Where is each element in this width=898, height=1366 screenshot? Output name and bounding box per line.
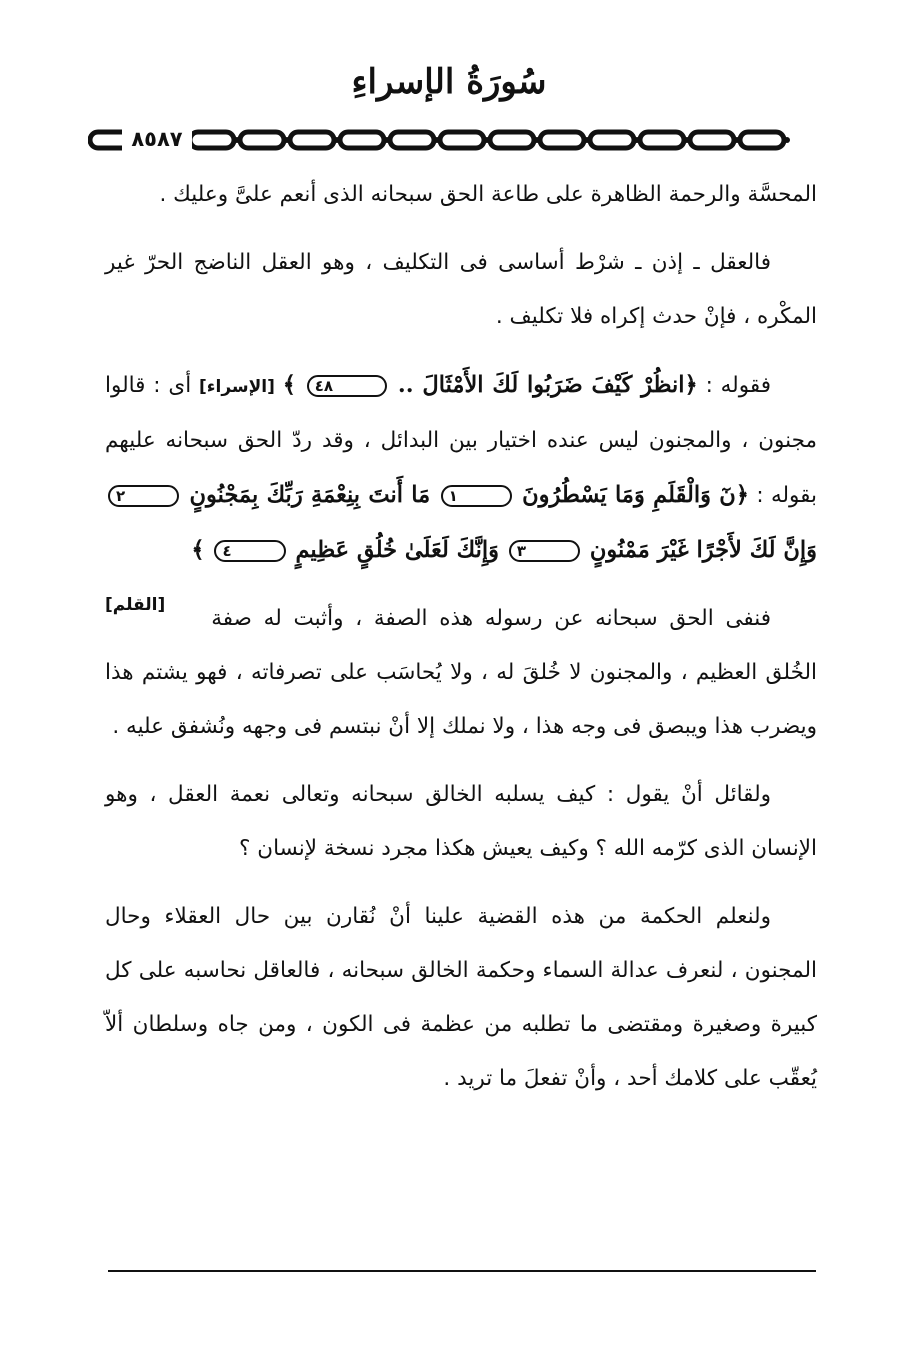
verse-qalam-1: ﴿نٓ وَالْقَلَمِ وَمَا يَسْطُرُونَ [522, 482, 749, 508]
chain-link [190, 132, 234, 148]
paragraph-2: فالعقل ـ إذن ـ شرْط أساسى فى التكليف ، وهو العقل الناضج الحرّ غير المكْره ، فإنْ حدث إكراه فلا تكليف . [105, 250, 817, 329]
chain-link [540, 132, 584, 148]
paragraph-5: ولقائل أنْ يقول : كيف يسلبه الخالق سبحانه وتعالى نعمة العقل ، وهو الإنسان الذى كرّمه الله ؟ وكيف يعيش هكذا مجرد نسخة لإنسان ؟ [105, 782, 817, 861]
verse-qalam-4: وَإِنَّكَ لَعَلَىٰ خُلُقٍ عَظِيمٍ [295, 537, 499, 563]
chain-link [690, 132, 734, 148]
paragraph-3 [105, 358, 817, 615]
ayah-number: ٢ [108, 485, 179, 507]
verse-reference: [القلم] [105, 595, 166, 615]
paragraph-4: فنفى الحق سبحانه عن رسوله هذه الصفة ، وأثبت له صفة الخُلق العظيم ، والمجنون لا خُلقَ له ، ولا يُحاسَب على تصرفاته ، فهو يشتم هذا ويضرب هذا ويبصق فى وجه هذا ، ولا نملك إلا أنْ نبتسم فى وجهه ونُشفق عليه . [105, 606, 817, 739]
footer-rule [108, 1270, 816, 1272]
verse-isra: ﴿انظُرْ كَيْفَ ضَرَبُوا لَكَ الأَمْثَالَ .. [397, 372, 698, 398]
verse-intro: فقوله : [705, 373, 771, 398]
page-number: ٨٥٨٧ [122, 124, 192, 154]
body-text [105, 168, 817, 1120]
chain-link [290, 132, 334, 148]
chain-link [640, 132, 684, 148]
sura-title: سُورَةُ الإسراءِ [351, 62, 547, 102]
verse-close: ﴾ [282, 372, 296, 398]
verse-close: ﴾ [191, 537, 205, 563]
ayah-number: ٣ [509, 540, 580, 562]
verse-qalam-3: وَإِنَّ لَكَ لأَجْرًا غَيْرَ مَمْنُونٍ [589, 537, 817, 563]
ornament-border [88, 122, 833, 158]
verse-qalam-2: مَا أَنتَ بِنِعْمَةِ رَبِّكَ بِمَجْنُونٍ [189, 482, 431, 508]
chain-link [590, 132, 634, 148]
paragraph-1: المحسَّة والرحمة الظاهرة على طاعة الحق سبحانه الذى أنعم علىَّ وعليك . [159, 182, 817, 207]
verse-reference: [الإسراء] [199, 377, 275, 397]
chain-link [390, 132, 434, 148]
verse-explanation: أى : قالوا مجنون ، والمجنون ليس عنده اختيار بين البدائل ، وقد ردّ الحق سبحانه عليهم بقوله : [105, 373, 817, 508]
chain-link [240, 132, 284, 148]
chain-link [740, 132, 784, 148]
ayah-number: ١ [441, 485, 512, 507]
ayah-number: ٤٨ [307, 375, 387, 397]
chain-link [490, 132, 534, 148]
paragraph-6: ولنعلم الحكمة من هذه القضية علينا أنْ نُقارن بين حال العقلاء وحال المجنون ، لنعرف عدالة السماء وحكمة الخالق سبحانه ، فالعاقل نحاسبه على كل كبيرة وصغيرة ومقتضى ما تطلبه من عظمة فى الكون ، ومن جاه وسلطان ألاّ يُعقّب على كلامك أحد ، وأنْ تفعلَ ما تريد . [105, 904, 817, 1091]
chain-dot [784, 137, 790, 143]
chain-link [340, 132, 384, 148]
chain-link [440, 132, 484, 148]
ayah-number: ٤ [214, 540, 285, 562]
